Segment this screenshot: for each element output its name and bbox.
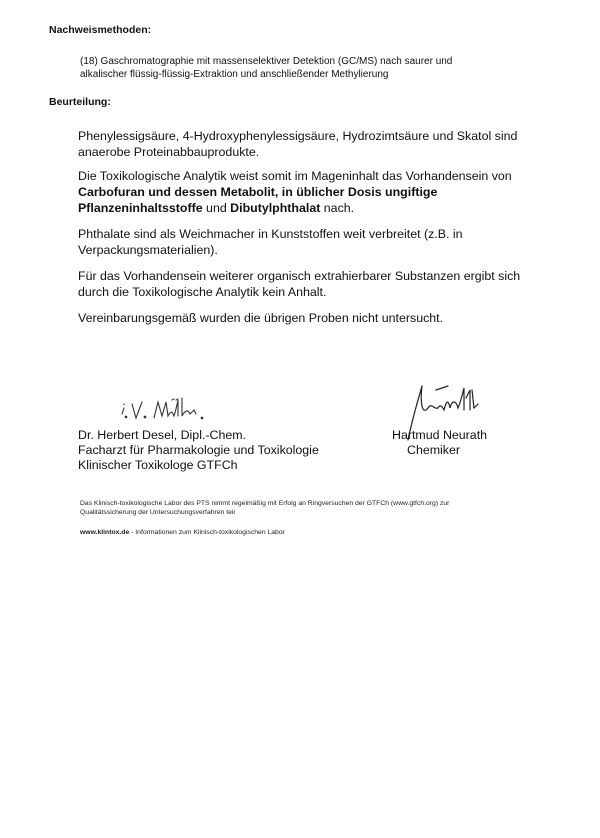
section-heading-beurteilung: Beurteilung:	[49, 96, 111, 108]
assessment-paragraph-3: Phthalate sind als Weichmacher in Kunststoffen weit verbreitet (z.B. in Verpackungsmaterialien).	[78, 227, 463, 257]
paragraph-text: nach.	[320, 201, 355, 215]
signature-left-handwritten	[118, 392, 258, 432]
assessment-paragraph-5: Vereinbarungsgemäß wurden die übrigen Proben nicht untersucht.	[78, 311, 444, 325]
paragraph-text: Die Toxikologische Analytik weist somit im Mageninhalt das Vorhandensein von	[78, 169, 512, 183]
section-heading-nachweismethoden: Nachweismethoden:	[49, 24, 152, 36]
assessment-paragraph-1: Phenylessigsäure, 4-Hydroxyphenylessigsäure, Hydrozimtsäure und Skatol sind anaerobe Proteinabbauprodukte.	[78, 129, 518, 159]
website-link-description: - Informationen zum Klinisch-toxikologischen Labor	[129, 529, 285, 536]
assessment-paragraph-2	[78, 168, 548, 216]
signatory-title: Klinischer Toxikologe GTFCh	[78, 458, 238, 472]
signature-stroke	[132, 402, 142, 418]
footer-line-2: Qualitätssicherung der Untersuchungsverfahren teil	[80, 509, 235, 516]
signature-stroke	[172, 399, 178, 400]
signature-block-left	[78, 428, 319, 473]
footer-link-line	[80, 528, 560, 537]
signatory-name: Hartmud Neurath	[392, 428, 488, 442]
finding-dibutylphthalat: Dibutylphthalat	[230, 201, 321, 215]
method-line-1: (18) Gaschromatographie mit massenselektiver Detektion (GC/MS) nach saurer und	[80, 56, 453, 67]
method-description	[80, 56, 560, 81]
paragraph-text: und	[202, 201, 231, 215]
signature-stroke	[154, 398, 196, 418]
signatory-title: Facharzt für Pharmakologie und Toxikologie	[78, 443, 319, 457]
website-link[interactable]: www.klintox.de	[80, 529, 130, 536]
footer-line-1: Das Klinisch-toxikologische Labor des PTS nimmt regelmäßig mit Erfolg an Ringversuchen der GTFCh (www.gtfch.org) zur	[80, 500, 450, 507]
signatory-title: Chemiker	[407, 443, 461, 457]
method-line-2: alkalischer flüssig-flüssig-Extraktion und anschließender Methylierung	[80, 68, 389, 80]
footer-note	[80, 499, 560, 517]
signature-block-right	[392, 428, 532, 458]
signature-stroke	[122, 404, 125, 414]
signatory-name: Dr. Herbert Desel, Dipl.-Chem.	[78, 428, 247, 442]
signature-stroke	[436, 386, 448, 390]
assessment-paragraph-4: Für das Vorhandensein weiterer organisch extrahierbarer Substanzen ergibt sich durch die Toxikologische Analytik kein Anhalt.	[78, 269, 521, 299]
finding-carbofuran: Carbofuran und dessen Metabolit, in üblicher Dosis ungiftige Pflanzeninhaltsstoffe	[78, 185, 438, 215]
